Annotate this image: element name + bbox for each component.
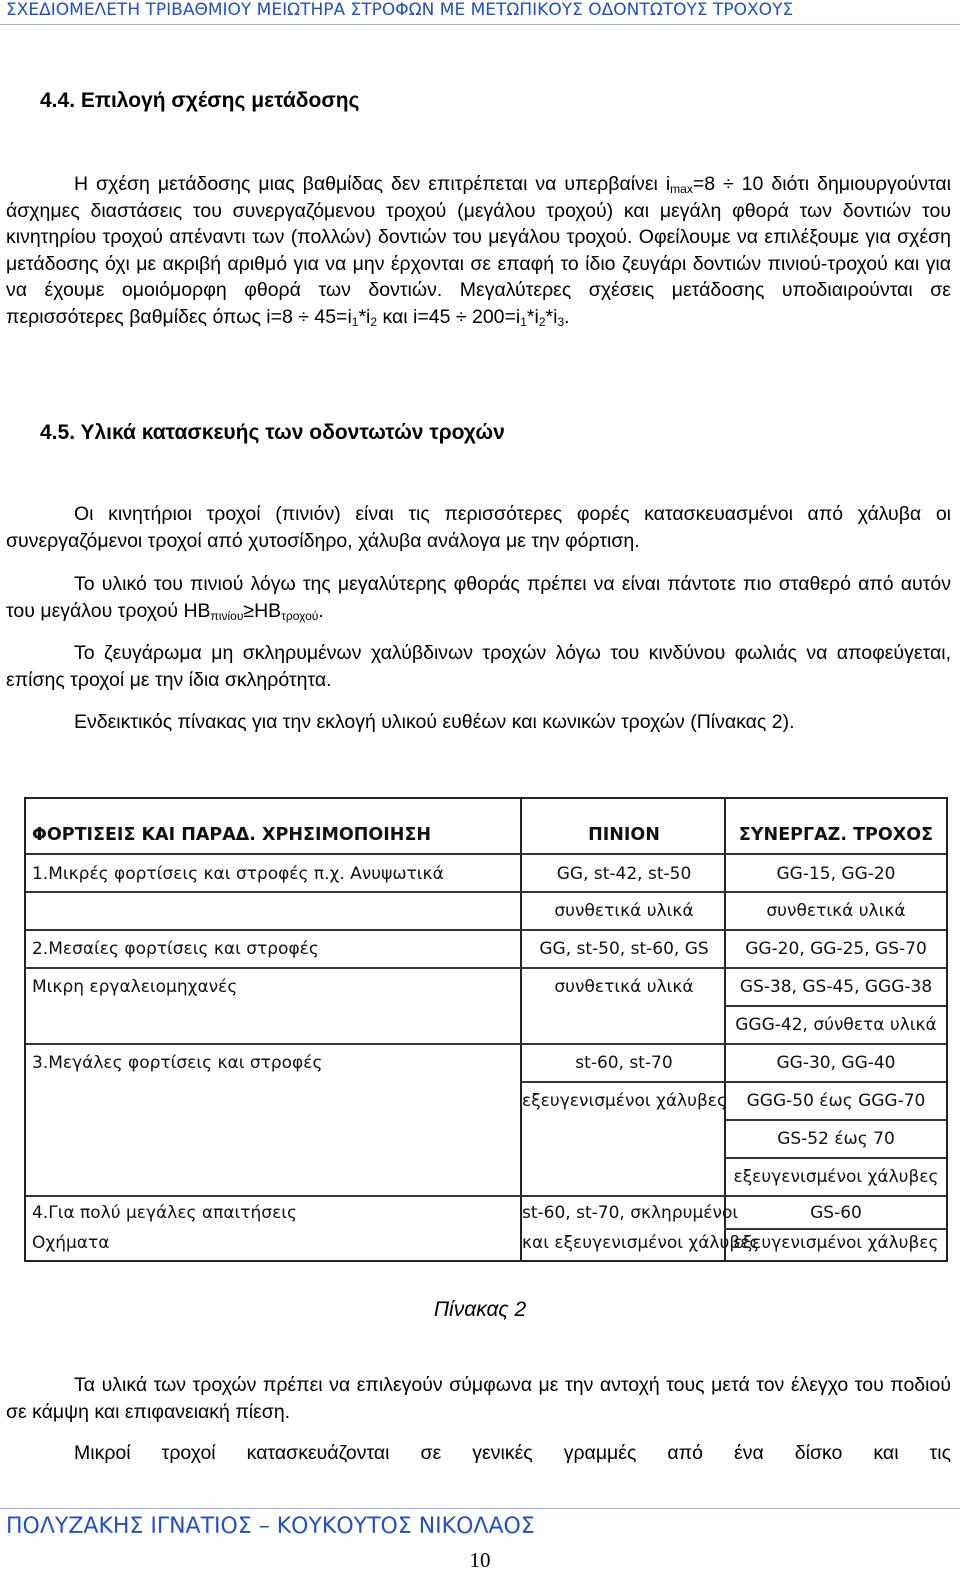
table-cell	[522, 1121, 726, 1157]
table-cell: εξευγενισμένοι χάλυβες	[733, 1167, 939, 1187]
table-cell	[522, 1007, 726, 1043]
paragraph-materials-2: Το υλικό του πινιού λόγω της μεγαλύτερης φθοράς πρέπει να είναι πάντοτε πιο σταθερό από αυτόν του μεγάλου τροχού $HB_{\pi\iota\nu ίo\upsilon}\ge HB_{\tau\rho o\chi oύ}$.	[6, 573, 951, 623]
table-cell	[522, 1159, 726, 1195]
table-cell: GS-60	[810, 1203, 862, 1223]
paragraph-materials-3: Το ζευγάρωμα μη σκληρυμένων χαλύβδινων τροχών λόγω του κινδύνου φωλιάς να αποφεύγεται, επίσης τροχοί με την ίδια σκληρότητα.	[6, 642, 951, 691]
table-cell: 4.Για πολύ μεγάλες απαιτήσεις	[32, 1203, 297, 1223]
table-cell: GG-30, GG-40	[776, 1053, 896, 1073]
table-rule	[26, 853, 946, 855]
table-row	[26, 931, 946, 967]
paragraph-closing-1: Τα υλικά των τροχών πρέπει να επιλεγούν σύμφωνα με την αντοχή τους μετά τον έλεγχο του ποδιού σε κάμψη και επιφανειακή πίεση.	[6, 1374, 951, 1423]
table-row	[26, 1007, 946, 1043]
table-header-row	[26, 817, 946, 853]
footer-authors: ΠΟΛΥΖΑΚΗΣ ΙΓΝΑΤΙΟΣ – ΚΟΥΚΟΥΤΟΣ ΝΙΚΟΛΑΟΣ	[6, 1514, 535, 1539]
table-cell: GS-52 έως 70	[777, 1129, 895, 1149]
table-cell: συνθετικά υλικά	[554, 901, 694, 921]
table-cell	[32, 1159, 522, 1195]
table-cell	[32, 1083, 522, 1119]
table-row	[26, 969, 946, 1005]
table-cell: GG, st-42, st-50	[556, 864, 692, 884]
table-cell	[32, 893, 522, 929]
table-cell	[32, 1007, 522, 1043]
paragraph-materials-1: Οι κινητήριοι τροχοί (πινιόν) είναι τις περισσότερες φορές κατασκευασμένοι από χάλυβα οι συνεργαζόμενοι τροχοί από χυτοσίδηρο, χάλυβα ανάλογα με την φόρτιση.	[6, 503, 951, 552]
table-header-cell: ΦΟΡΤΙΣΕΙΣ ΚΑΙ ΠΑΡΑΔ. ΧΡΗΣΙΜΟΠΟΙΗΣΗ	[32, 825, 432, 845]
header-divider	[0, 24, 960, 25]
paragraph-closing-2: Μικροί τροχοί κατασκευάζονται σε γενικές γραμμές από ένα δίσκο και τις	[74, 1442, 951, 1464]
table-cell: συνθετικά υλικά	[766, 901, 906, 921]
table-cell: και εξευγενισμένοι χάλυβες	[522, 1233, 760, 1253]
running-header: ΣΧΕΔΙΟΜΕΛΕΤΗ ΤΡΙΒΑΘΜΙΟΥ ΜΕΙΩΤΗΡΑ ΣΤΡΟΦΩΝ ΜΕ ΜΕΤΩΠΙΚΟΥΣ ΟΔΟΝΤΩΤΟΥΣ ΤΡΟΧΟΥΣ	[6, 0, 794, 20]
table-cell: st-60, st-70	[575, 1053, 673, 1073]
table-cell: GS-38, GS-45, GGG-38	[739, 977, 933, 997]
table-cell	[32, 1121, 522, 1157]
table-row	[26, 856, 946, 892]
table-cell: 2.Μεσαίες φορτίσεις και στροφές	[32, 939, 319, 959]
table-row	[26, 1045, 946, 1081]
table-cell: εξευγενισμένοι χάλυβες	[522, 1091, 727, 1111]
table-cell: GG-15, GG-20	[776, 864, 896, 884]
table-caption: Πίνακας 2	[433, 1298, 527, 1321]
table-cell: συνθετικά υλικά	[554, 977, 694, 997]
table-row	[26, 1159, 946, 1195]
table-cell: GG, st-50, st-60, GS	[539, 939, 709, 959]
table-header-cell: ΣΥΝΕΡΓΑΖ. ΤΡΟΧΟΣ	[738, 825, 934, 845]
table-header-cell: ΠΙΝΙΟΝ	[588, 825, 660, 845]
table-row	[26, 1195, 946, 1231]
table-cell: GGG-50 έως GGG-70	[746, 1091, 926, 1111]
footer-divider	[0, 1508, 960, 1509]
table-cell: Μικρη εργαλειομηχανές	[32, 977, 238, 997]
table-row	[26, 893, 946, 929]
table-cell: GG-20, GG-25, GS-70	[745, 939, 927, 959]
table-cell: 3.Μεγάλες φορτίσεις και στροφές	[32, 1053, 323, 1073]
section-heading-4-5: 4.5. Υλικά κατασκευής των οδοντωτών τροχών	[40, 421, 505, 444]
table-cell: 1.Μικρές φορτίσεις και στροφές π.χ. Ανυψωτικά	[32, 864, 444, 884]
table-row	[26, 1121, 946, 1157]
table-row	[26, 1227, 946, 1260]
table-cell: GGG-42, σύνθετα υλικά	[735, 1015, 937, 1035]
table-cell: εξευγενισμένοι χάλυβες	[733, 1233, 939, 1253]
section-heading-4-4: 4.4. Επιλογή σχέσης μετάδοσης	[40, 89, 360, 112]
table-row	[26, 1083, 946, 1119]
paragraph-materials-4: Ενδεικτικός πίνακας για την εκλογή υλικού ευθέων και κωνικών τροχών (Πίνακας 2).	[74, 711, 795, 733]
materials-table	[24, 797, 948, 1262]
paragraph-transmission-ratio: Η σχέση μετάδοσης μιας βαθμίδας δεν επιτρέπεται να υπερβαίνει $i_{max}=8 \div 10$ διότι δημιουργούνται άσχημες διαστάσεις του συνεργαζόμενου τροχού (μεγάλου τροχού) και μεγάλη φθορά των δοντιών του κινητηρίου τροχού απέναντι των (πολλών) δοντιών του μεγάλου τροχού. Οφείλουμε να επιλέξουμε για σχέση μετάδοσης όχι με ακριβή αριθμό για να μην έρχονται σε επαφή το ίδιο ζευγάρι δοντιών πινιού-τροχού και για να έχουμε ομοιόμορφη φθορά των δοντιών. Μεγαλύτερες σχέσεις μετάδοσης υποδιαιρούνται σε περισσότερες βαθμίδες όπως $i=8 \div 45=i_1*i_2$ και $i=45 \div 200=i_1*i_2*i_3$.	[6, 173, 951, 329]
table-cell: Οχήματα	[32, 1233, 110, 1253]
page-number: 10	[469, 1548, 491, 1572]
table-cell: st-60, st-70, σκληρυμένοι	[522, 1203, 739, 1223]
